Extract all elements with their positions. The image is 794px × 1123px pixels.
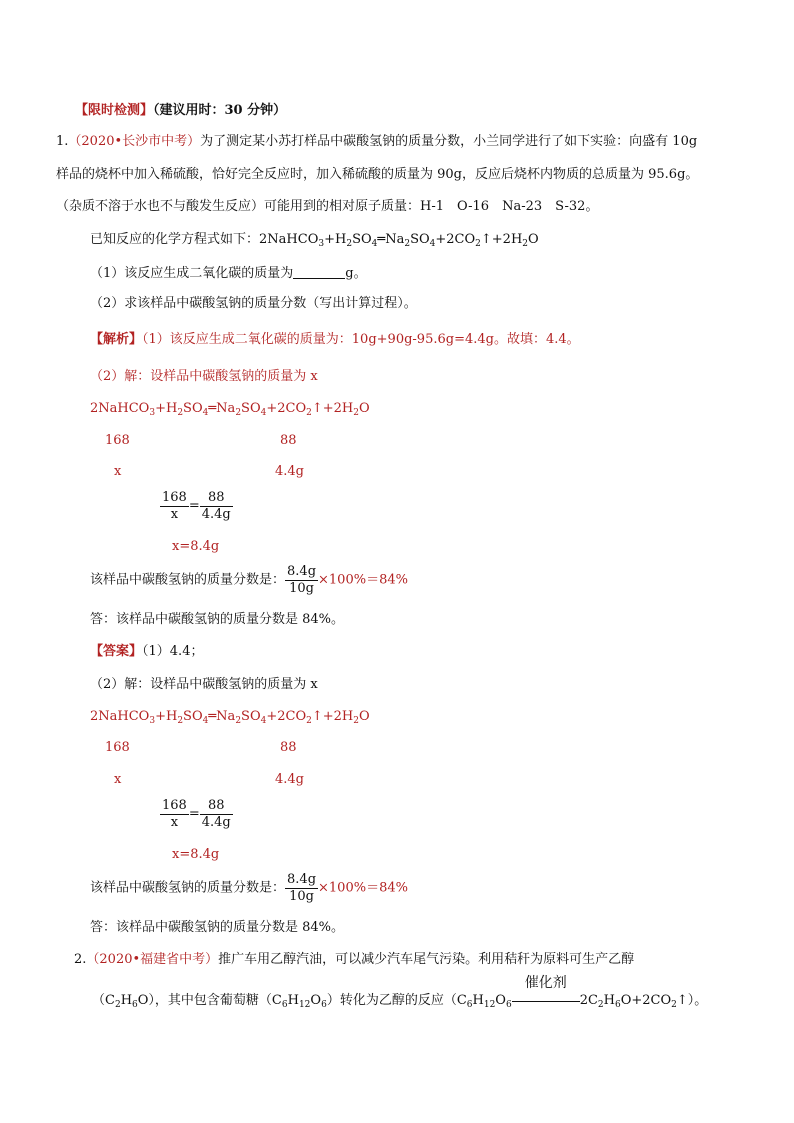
answer-ratio-eq: =: [188, 806, 200, 822]
analysis-mw-right: 88: [280, 433, 297, 448]
answer-part1-text: （1）4.4；: [142, 644, 204, 659]
answer-result: x=8.4g: [172, 847, 220, 862]
q2-line1: [74, 953, 634, 966]
analysis-var-right: 4.4g: [275, 464, 304, 479]
answer-ratio-frac-1: [160, 798, 189, 830]
answer-ratio-num-1: 168: [162, 798, 187, 813]
q1-source: （2020•长沙市中考）: [68, 134, 201, 149]
section-heading: [75, 104, 286, 117]
ratio-eq: =: [188, 498, 200, 514]
q1-sub1: [90, 266, 367, 280]
reaction-bar: [512, 1001, 580, 1002]
ratio-num-2: 88: [200, 490, 233, 507]
analysis-label: 【解析】: [90, 332, 143, 347]
analysis-var-left: x: [114, 464, 122, 479]
ratio-frac-2: [200, 490, 233, 522]
q2-frag: O: [495, 993, 506, 1008]
ratio-den-2: 4.4g: [201, 506, 231, 522]
analysis-mw-left: 168: [105, 433, 130, 448]
analysis-part1: [90, 333, 580, 346]
answer-ratio-frac-2: [200, 798, 233, 830]
q2-frag: H: [603, 993, 615, 1008]
analysis-ratio: [160, 490, 233, 522]
equation-intro: 已知反应的化学方程式如下：: [90, 232, 260, 247]
ratio-den-1: x: [170, 506, 179, 522]
answer-percent-den: 10g: [289, 888, 314, 904]
answer-part2: （2）解：设样品中碳酸氢钠的质量为 x: [90, 677, 318, 692]
percent-num: 8.4g: [287, 564, 317, 579]
answer-percent-frac: [285, 872, 318, 904]
q2-text-1: 推广车用乙醇汽油，可以减少汽车尾气污染。利用秸秆为原料可生产乙醇: [218, 952, 635, 967]
q1-text-1: 为了测定某小苏打样品中碳酸氢钠的质量分数，小兰同学进行了如下实验：向盛有 10g: [200, 134, 698, 149]
answer-var-left: x: [114, 772, 122, 787]
q2-frag: O: [310, 993, 322, 1008]
answer-var-right: 4.4g: [275, 772, 304, 787]
q2-line2: $(C_2H_6O)$，其中包含葡萄糖$(C_6H_{12}O_6)$转化为乙醇的反应（$C_6H_{12}O_6$ 催化剂 $2C_2H_6O+2CO_2↑$）。: [92, 975, 708, 1010]
analysis-fraction-line: [90, 564, 408, 596]
answer-mw-right: 88: [280, 740, 297, 755]
catalyst-condition: [512, 975, 580, 1006]
q2-frag: ）转化为乙醇的反应（C: [326, 993, 467, 1008]
q2-frag: O+2CO: [620, 993, 672, 1008]
ratio-num-1: 168: [162, 490, 187, 505]
answer-ratio-den-1: x: [170, 814, 179, 830]
q2-frag: 2C: [579, 993, 598, 1008]
analysis-part1-text: （1）该反应生成二氧化碳的质量为：10g+90g-95.6g=4.4g。故填：4.4。: [142, 332, 580, 347]
q1-line1: [56, 135, 697, 148]
answer-fraction-prefix: 该样品中碳酸氢钠的质量分数是：: [90, 880, 286, 896]
answer-part1: [90, 645, 203, 658]
answer-percent-num: 8.4g: [287, 872, 317, 887]
analysis-part2: （2）解：设样品中碳酸氢钠的质量为 x: [90, 369, 318, 384]
q1-sub2: （2）求该样品中碳酸氢钠的质量分数（写出计算过程）。: [90, 296, 417, 311]
answer-label: 【答案】: [90, 644, 143, 659]
section-title-time: （建议用时：30 分钟）: [153, 103, 287, 118]
answer-ratio-den-2: 4.4g: [201, 814, 231, 830]
analysis-result: x=8.4g: [172, 539, 220, 554]
q2-frag: （C: [92, 993, 115, 1008]
q2-source: （2020•福建省中考）: [86, 952, 219, 967]
fraction-suffix: ×100%＝84%: [318, 572, 408, 588]
percent-den: 10g: [289, 580, 314, 596]
sub1-unit: g。: [345, 266, 367, 281]
q2-frag: H: [287, 993, 299, 1008]
q1-line2: 样品的烧杯中加入稀硫酸，恰好完全反应时，加入稀硫酸的质量为 90g，反应后烧杯内物质的总质量为 95.6g。: [56, 167, 699, 182]
q2-frag: H: [472, 993, 484, 1008]
section-title-tag: 【限时检测】: [75, 103, 154, 118]
q1-line3: （杂质不溶于水也不与酸发生反应）可能用到的相对原子质量：H-1 O-16 Na-23 S-32。: [56, 199, 599, 214]
answer-mw-left: 168: [105, 740, 130, 755]
q1-number: 1.: [56, 134, 69, 149]
catalyst-label: 催化剂: [524, 975, 567, 991]
q2-frag: O），其中包含葡萄糖（C: [137, 993, 282, 1008]
sub1-text: （1）该反应生成二氧化碳的质量为: [90, 266, 294, 281]
q2-frag: H: [120, 993, 133, 1008]
answer-fraction-suffix: ×100%＝84%: [318, 880, 408, 896]
fraction-prefix: 该样品中碳酸氢钠的质量分数是：: [90, 572, 286, 588]
q2-frag: ↑）。: [676, 993, 708, 1008]
ratio-frac-1: [160, 490, 189, 522]
answer-ratio-num-2: 88: [200, 798, 233, 815]
answer-blank[interactable]: [293, 266, 345, 279]
answer-fraction-line: [90, 872, 408, 904]
percent-frac: [285, 564, 318, 596]
q2-number: 2.: [74, 952, 87, 967]
q1-equation: 已知反应的化学方程式如下：$2NaHCO_3+H_2SO_4═Na_2SO_4+2CO_2↑+2H_2O$: [90, 232, 539, 249]
analysis-equation: $2NaHCO_3+H_2SO_4═Na_2SO_4+2CO_2↑+2H_2O$: [90, 401, 370, 418]
answer-answer-line: 答：该样品中碳酸氢钠的质量分数是 84%。: [90, 920, 345, 935]
answer-equation: $2NaHCO_3+H_2SO_4═Na_2SO_4+2CO_2↑+2H_2O$: [90, 709, 370, 726]
answer-ratio: [160, 798, 233, 830]
analysis-answer-line: 答：该样品中碳酸氢钠的质量分数是 84%。: [90, 612, 345, 627]
